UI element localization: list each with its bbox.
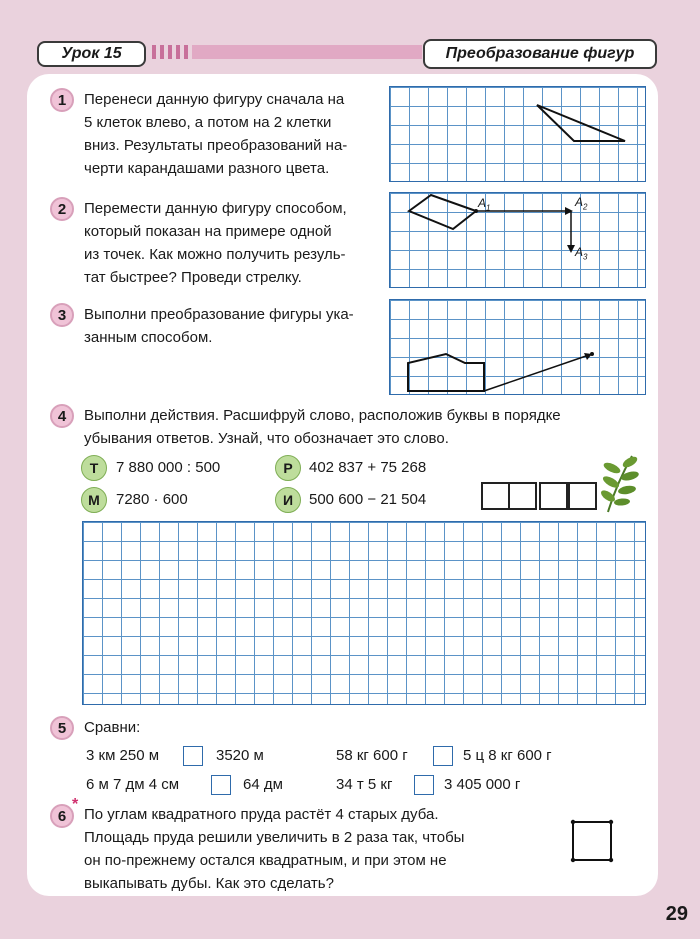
task3-text: Выполни преобразование фигуры ука- занным способом. (84, 306, 354, 346)
letter-t: Т (81, 455, 107, 481)
answer-cell-1[interactable] (481, 482, 510, 510)
topic-title: Преобразование фигур (445, 45, 635, 62)
page-number: 29 (665, 903, 688, 925)
task-number-6: 6 (50, 804, 74, 828)
cmp-box-4[interactable] (414, 775, 434, 795)
task4-work-grid[interactable] (82, 521, 646, 705)
cmp-left-3: 6 м 7 дм 4 см (86, 776, 180, 793)
cmp-box-3[interactable] (211, 775, 231, 795)
task1-text: Перенеси данную фигуру сначала на 5 клеток влево, а потом на 2 клетки вниз. Результаты преобразований на- черти карандашами разного цвета. (84, 91, 348, 177)
task2-figure (389, 192, 646, 288)
task-number-1: 1 (50, 88, 74, 112)
expr-t: 7 880 000 : 500 (116, 459, 221, 476)
triangle-shape (537, 105, 625, 141)
letter-m: М (81, 487, 107, 513)
answer-cell-4[interactable] (568, 482, 597, 510)
pond-square-figure (568, 818, 616, 864)
leaf-branch-icon (600, 452, 642, 514)
label-a1: $A_1$ (478, 196, 491, 213)
cmp-left-1: 3 км 250 м (86, 747, 160, 764)
topic-tab (423, 39, 657, 69)
letter-i: И (275, 487, 301, 513)
house-shape (408, 354, 484, 391)
label-a3: $A_3$ (575, 245, 588, 262)
expr-m: 7280 · 600 (116, 491, 188, 508)
expr-i: 500 600 − 21 504 (309, 491, 427, 508)
task2-text: Перемести данную фигуру способом, который показан на примере одной из точек. Как можно получить резуль- тат быстрее? Проведи стрелку. (84, 200, 347, 286)
cmp-box-2[interactable] (433, 746, 453, 766)
cmp-right-1: 3520 м (216, 747, 264, 764)
task-number-2: 2 (50, 197, 74, 221)
task6-text: По углам квадратного пруда растёт 4 старых дуба. Площадь пруда решили увеличить в 2 раза так, чтобы он по-прежнему остался квадратным, и при этом не выкапывать дубы. Как это сделать? (84, 806, 465, 892)
cmp-left-4: 34 т 5 кг (336, 776, 393, 793)
cmp-right-3: 64 дм (243, 776, 283, 793)
cmp-box-1[interactable] (183, 746, 203, 766)
cmp-right-2: 5 ц 8 кг 600 г (463, 747, 552, 764)
task-number-5: 5 (50, 716, 74, 740)
task-number-3: 3 (50, 303, 74, 327)
answer-cell-3[interactable] (539, 482, 568, 510)
task5-title: Сравни: (84, 719, 141, 736)
star-mark: * (72, 796, 79, 813)
letter-r: Р (275, 455, 301, 481)
task-number-4: 4 (50, 404, 74, 428)
cmp-left-2: 58 кг 600 г (336, 747, 408, 764)
shift-arrow (484, 356, 586, 391)
header-stripes (152, 45, 422, 59)
task1-figure (389, 86, 646, 182)
rhombus-shape (409, 195, 476, 229)
answer-cell-2[interactable] (508, 482, 537, 510)
cmp-right-4: 3 405 000 г (444, 776, 521, 793)
lesson-tab (37, 41, 146, 67)
lesson-label: Урок 15 (61, 45, 122, 62)
task3-figure (389, 299, 646, 395)
expr-r: 402 837 + 75 268 (309, 459, 427, 476)
label-a2: $A_2$ (575, 195, 588, 212)
task4-text: Выполни действия. Расшифруй слово, расположив буквы в порядке убывания ответов. Узнай, что обозначает это слово. (84, 407, 561, 447)
